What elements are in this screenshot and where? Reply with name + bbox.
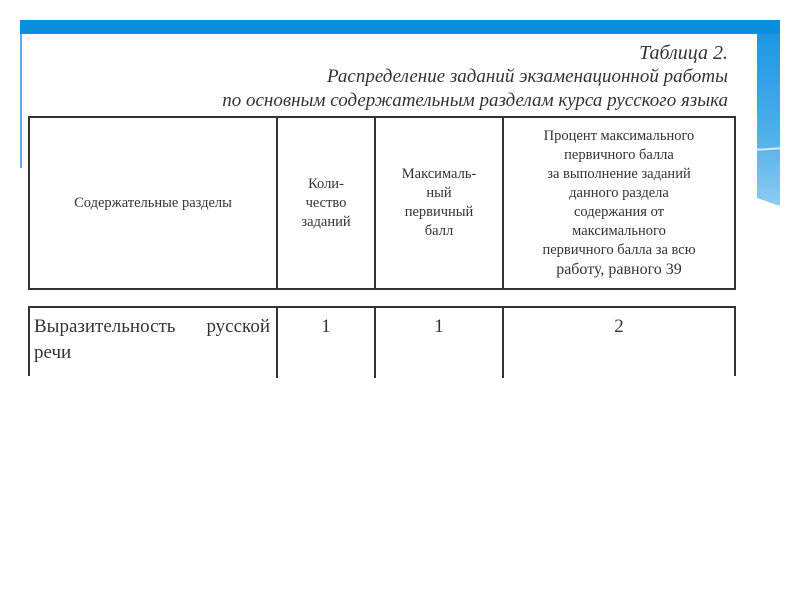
header-percent-line: за выполнение заданий [547, 166, 691, 182]
slide-right-accent-band [757, 34, 780, 205]
header-percent-line: работу, равного 39 [556, 261, 682, 278]
table-title-line1: Распределение заданий экзаменационной работы [327, 66, 728, 87]
header-max-score: Максималь- ный первичный балл [401, 166, 477, 239]
header-percent [504, 118, 734, 288]
row-percent: 2 [614, 316, 624, 337]
header-percent-line: Процент максимального [543, 128, 695, 144]
table-title-line2: по основным содержательным разделам курса русского языка [222, 90, 728, 111]
header-task-count: Коли- чество заданий [301, 175, 351, 230]
row-task-count: 1 [321, 316, 331, 337]
table-number: Таблица 2. [639, 42, 728, 64]
accent-band-tip [757, 198, 780, 206]
accent-highlight-streak [757, 147, 780, 151]
row-section [30, 308, 276, 376]
row-section-word: Выразительность [34, 316, 176, 337]
header-percent-line: первичного балла за всю [542, 242, 696, 258]
header-percent-line: данного раздела [569, 185, 669, 201]
slide-left-accent-line [20, 34, 22, 168]
row-section-word: русской [206, 316, 270, 337]
header-percent-line: максимального [572, 223, 666, 239]
table-row [28, 306, 736, 376]
row-section-word: речи [34, 342, 72, 363]
row-max-score: 1 [434, 316, 444, 337]
header-percent-line: первичного балла [564, 147, 674, 163]
header-sections: Содержательные разделы [74, 194, 232, 211]
slide-top-accent-bar [20, 20, 780, 34]
header-percent-line: содержания от [573, 204, 664, 220]
table-header [28, 116, 736, 290]
